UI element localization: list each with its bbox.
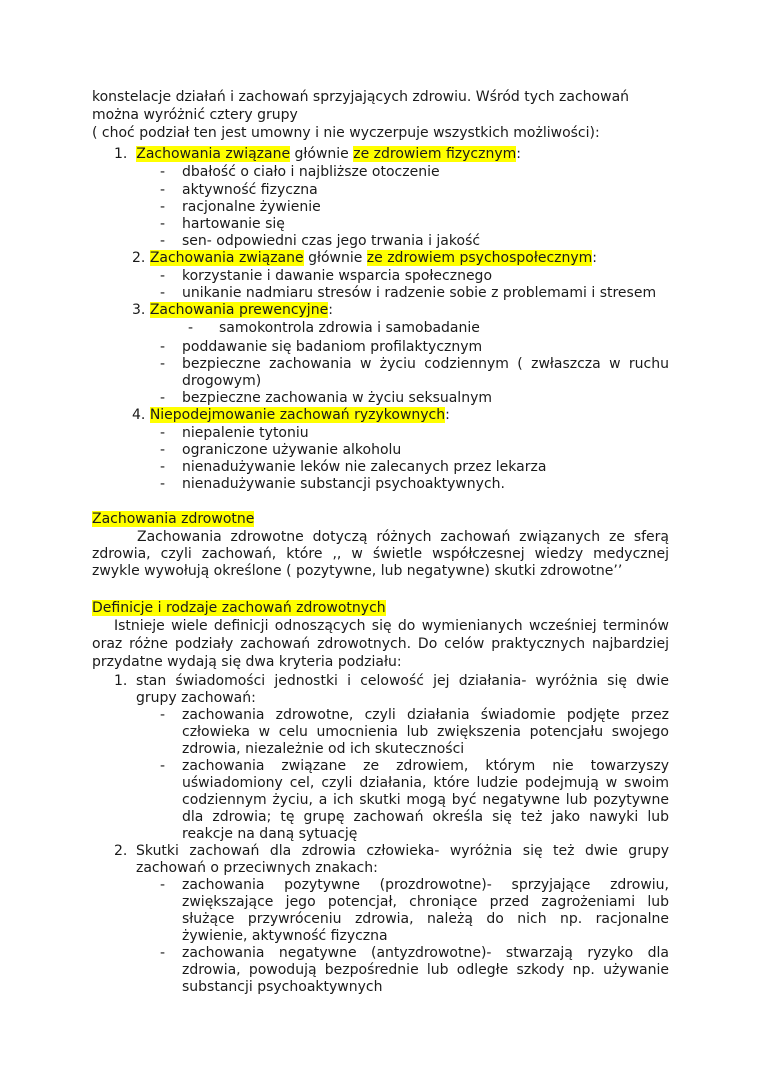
list-item: samokontrola zdrowia i samobadanie bbox=[219, 320, 480, 336]
bullet-dash: - bbox=[160, 707, 166, 723]
highlight: Niepodejmowanie zachowań ryzykownych bbox=[149, 407, 446, 423]
bullet-line: zdrowia, niezależnie od ich skuteczności bbox=[182, 741, 465, 757]
section-heading-definicje bbox=[92, 600, 386, 617]
bullet-line: reakcje na daną sytuację bbox=[182, 826, 358, 842]
highlight: Zachowania zdrowotne bbox=[92, 511, 255, 527]
list-item: bezpieczne zachowania w życiu seksualnym bbox=[182, 390, 492, 406]
list-item-line: bezpieczne zachowania w życiu codziennym ( zwłaszcza w ruchu bbox=[182, 356, 669, 372]
bullet-line: żywienie, aktywność fizyczna bbox=[182, 928, 388, 944]
highlight: Definicje i rodzaje zachowań zdrowotnych bbox=[92, 600, 386, 616]
bullet-dash: - bbox=[160, 758, 166, 774]
intro-line-3: ( choć podział ten jest umowny i nie wyczerpuje wszystkich możliwości): bbox=[92, 125, 600, 141]
list-item: nienadużywanie leków nie zalecanych przez lekarza bbox=[182, 459, 547, 475]
group-4-heading bbox=[132, 407, 450, 424]
bullet-dash: - bbox=[188, 320, 194, 336]
criterion-line: zachowań o przeciwnych znakach: bbox=[136, 860, 378, 876]
bullet-dash: - bbox=[160, 476, 166, 492]
bullet-line: substancji psychoaktywnych bbox=[182, 979, 383, 995]
bullet-dash: - bbox=[160, 877, 166, 893]
group-2-heading bbox=[132, 250, 597, 267]
list-number: 1. bbox=[114, 146, 128, 162]
list-item: niepalenie tytoniu bbox=[182, 425, 309, 441]
group-3-heading bbox=[132, 302, 333, 319]
list-item: sen- odpowiedni czas jego trwania i jakość bbox=[182, 233, 481, 249]
paragraph-line: przydatne wydają się dwa kryteria podziału: bbox=[92, 654, 402, 670]
bullet-line: zdrowia, powodują bezpośrednie lub odległe szkody np. używanie bbox=[182, 962, 669, 978]
heading-text: głównie bbox=[303, 250, 367, 266]
heading-text: głównie bbox=[290, 146, 354, 162]
bullet-dash: - bbox=[160, 442, 166, 458]
bullet-line: zachowania negatywne (antyzdrowotne)- stwarzają ryzyko dla bbox=[182, 945, 669, 961]
list-number: 4. bbox=[132, 407, 146, 423]
highlight: Zachowania związane bbox=[149, 250, 304, 266]
bullet-dash: - bbox=[160, 425, 166, 441]
list-item: ograniczone używanie alkoholu bbox=[182, 442, 402, 458]
paragraph-line: zwykle wywołują określone ( pozytywne, lub negatywne) skutki zdrowotne’’ bbox=[92, 563, 623, 579]
list-item-continuation: drogowym) bbox=[182, 373, 262, 389]
bullet-line: codziennym życiu, a ich skutki mogą być negatywne lub pozytywne bbox=[182, 792, 669, 808]
bullet-line: człowieka w celu umocnienia lub zwiększenia potencjału swojego bbox=[182, 724, 669, 740]
criterion-line: grupy zachowań: bbox=[136, 690, 256, 706]
section-heading-zachowania-zdrowotne bbox=[92, 511, 254, 528]
bullet-line: dla zdrowia; tę grupę zachowań określa się też jako nawyki lub bbox=[182, 809, 669, 825]
list-item: korzystanie i dawanie wsparcia społecznego bbox=[182, 268, 493, 284]
bullet-line: zachowania pozytywne (prozdrowotne)- sprzyjające zdrowiu, bbox=[182, 877, 669, 893]
bullet-dash: - bbox=[160, 199, 166, 215]
highlight: ze zdrowiem psychospołecznym bbox=[366, 250, 593, 266]
paragraph-line: oraz różne podziały zachowań zdrowotnych. Do celów praktycznych najbardziej bbox=[92, 636, 669, 652]
intro-line-2: można wyróżnić cztery grupy bbox=[92, 107, 298, 123]
bullet-dash: - bbox=[160, 339, 166, 355]
list-item: racjonalne żywienie bbox=[182, 199, 321, 215]
bullet-dash: - bbox=[160, 233, 166, 249]
list-item: unikanie nadmiaru stresów i radzenie sobie z problemami i stresem bbox=[182, 285, 657, 301]
paragraph-line: zdrowia, czyli zachowań, które ,, w świetle współczesnej wiedzy medycznej bbox=[92, 546, 669, 562]
intro-line-1: konstelacje działań i zachowań sprzyjających zdrowiu. Wśród tych zachowań bbox=[92, 89, 630, 105]
bullet-dash: - bbox=[160, 945, 166, 961]
highlight: Zachowania związane bbox=[136, 146, 291, 162]
list-item: dbałość o ciało i najbliższe otoczenie bbox=[182, 164, 440, 180]
bullet-line: służące przywróceniu zdrowia, należą do nich np. racjonalne bbox=[182, 911, 669, 927]
bullet-dash: - bbox=[160, 216, 166, 232]
bullet-dash: - bbox=[160, 182, 166, 198]
bullet-dash: - bbox=[160, 268, 166, 284]
bullet-dash: - bbox=[160, 459, 166, 475]
highlight: Zachowania prewencyjne bbox=[149, 302, 329, 318]
criterion-line: Skutki zachowań dla zdrowia człowieka- wyróżnia się też dwie grupy bbox=[136, 843, 669, 859]
bullet-dash: - bbox=[160, 164, 166, 180]
list-item: nienadużywanie substancji psychoaktywnych. bbox=[182, 476, 505, 492]
bullet-line: uświadomiony cel, czyli działania, które ludzie podejmują w swoim bbox=[182, 775, 669, 791]
list-number: 1. bbox=[114, 673, 128, 689]
bullet-line: zachowania zdrowotne, czyli działania świadomie podjęte przez bbox=[182, 707, 669, 723]
list-number: 3. bbox=[132, 302, 146, 318]
heading-text: : bbox=[592, 250, 597, 266]
list-item: poddawanie się badaniom profilaktycznym bbox=[182, 339, 483, 355]
paragraph-line: Istnieje wiele definicji odnoszących się do wymienianych wcześniej terminów bbox=[114, 618, 669, 634]
heading-text: : bbox=[445, 407, 450, 423]
bullet-dash: - bbox=[160, 390, 166, 406]
heading-text: : bbox=[516, 146, 521, 162]
bullet-line: zwiększające jego potencjał, chroniące przed zagrożeniami lub bbox=[182, 894, 669, 910]
bullet-dash: - bbox=[160, 356, 166, 372]
paragraph-line: Zachowania zdrowotne dotyczą różnych zachowań związanych ze sferą bbox=[137, 529, 669, 545]
list-number: 2. bbox=[132, 250, 146, 266]
heading-text: : bbox=[328, 302, 333, 318]
list-item: hartowanie się bbox=[182, 216, 285, 232]
list-number: 2. bbox=[114, 843, 128, 859]
bullet-line: zachowania związane ze zdrowiem, którym nie towarzyszy bbox=[182, 758, 669, 774]
group-1-heading bbox=[114, 146, 521, 163]
highlight: ze zdrowiem fizycznym bbox=[353, 146, 517, 162]
criterion-line: stan świadomości jednostki i celowość jej działania- wyróżnia się dwie bbox=[136, 673, 669, 689]
bullet-dash: - bbox=[160, 285, 166, 301]
list-item: aktywność fizyczna bbox=[182, 182, 318, 198]
